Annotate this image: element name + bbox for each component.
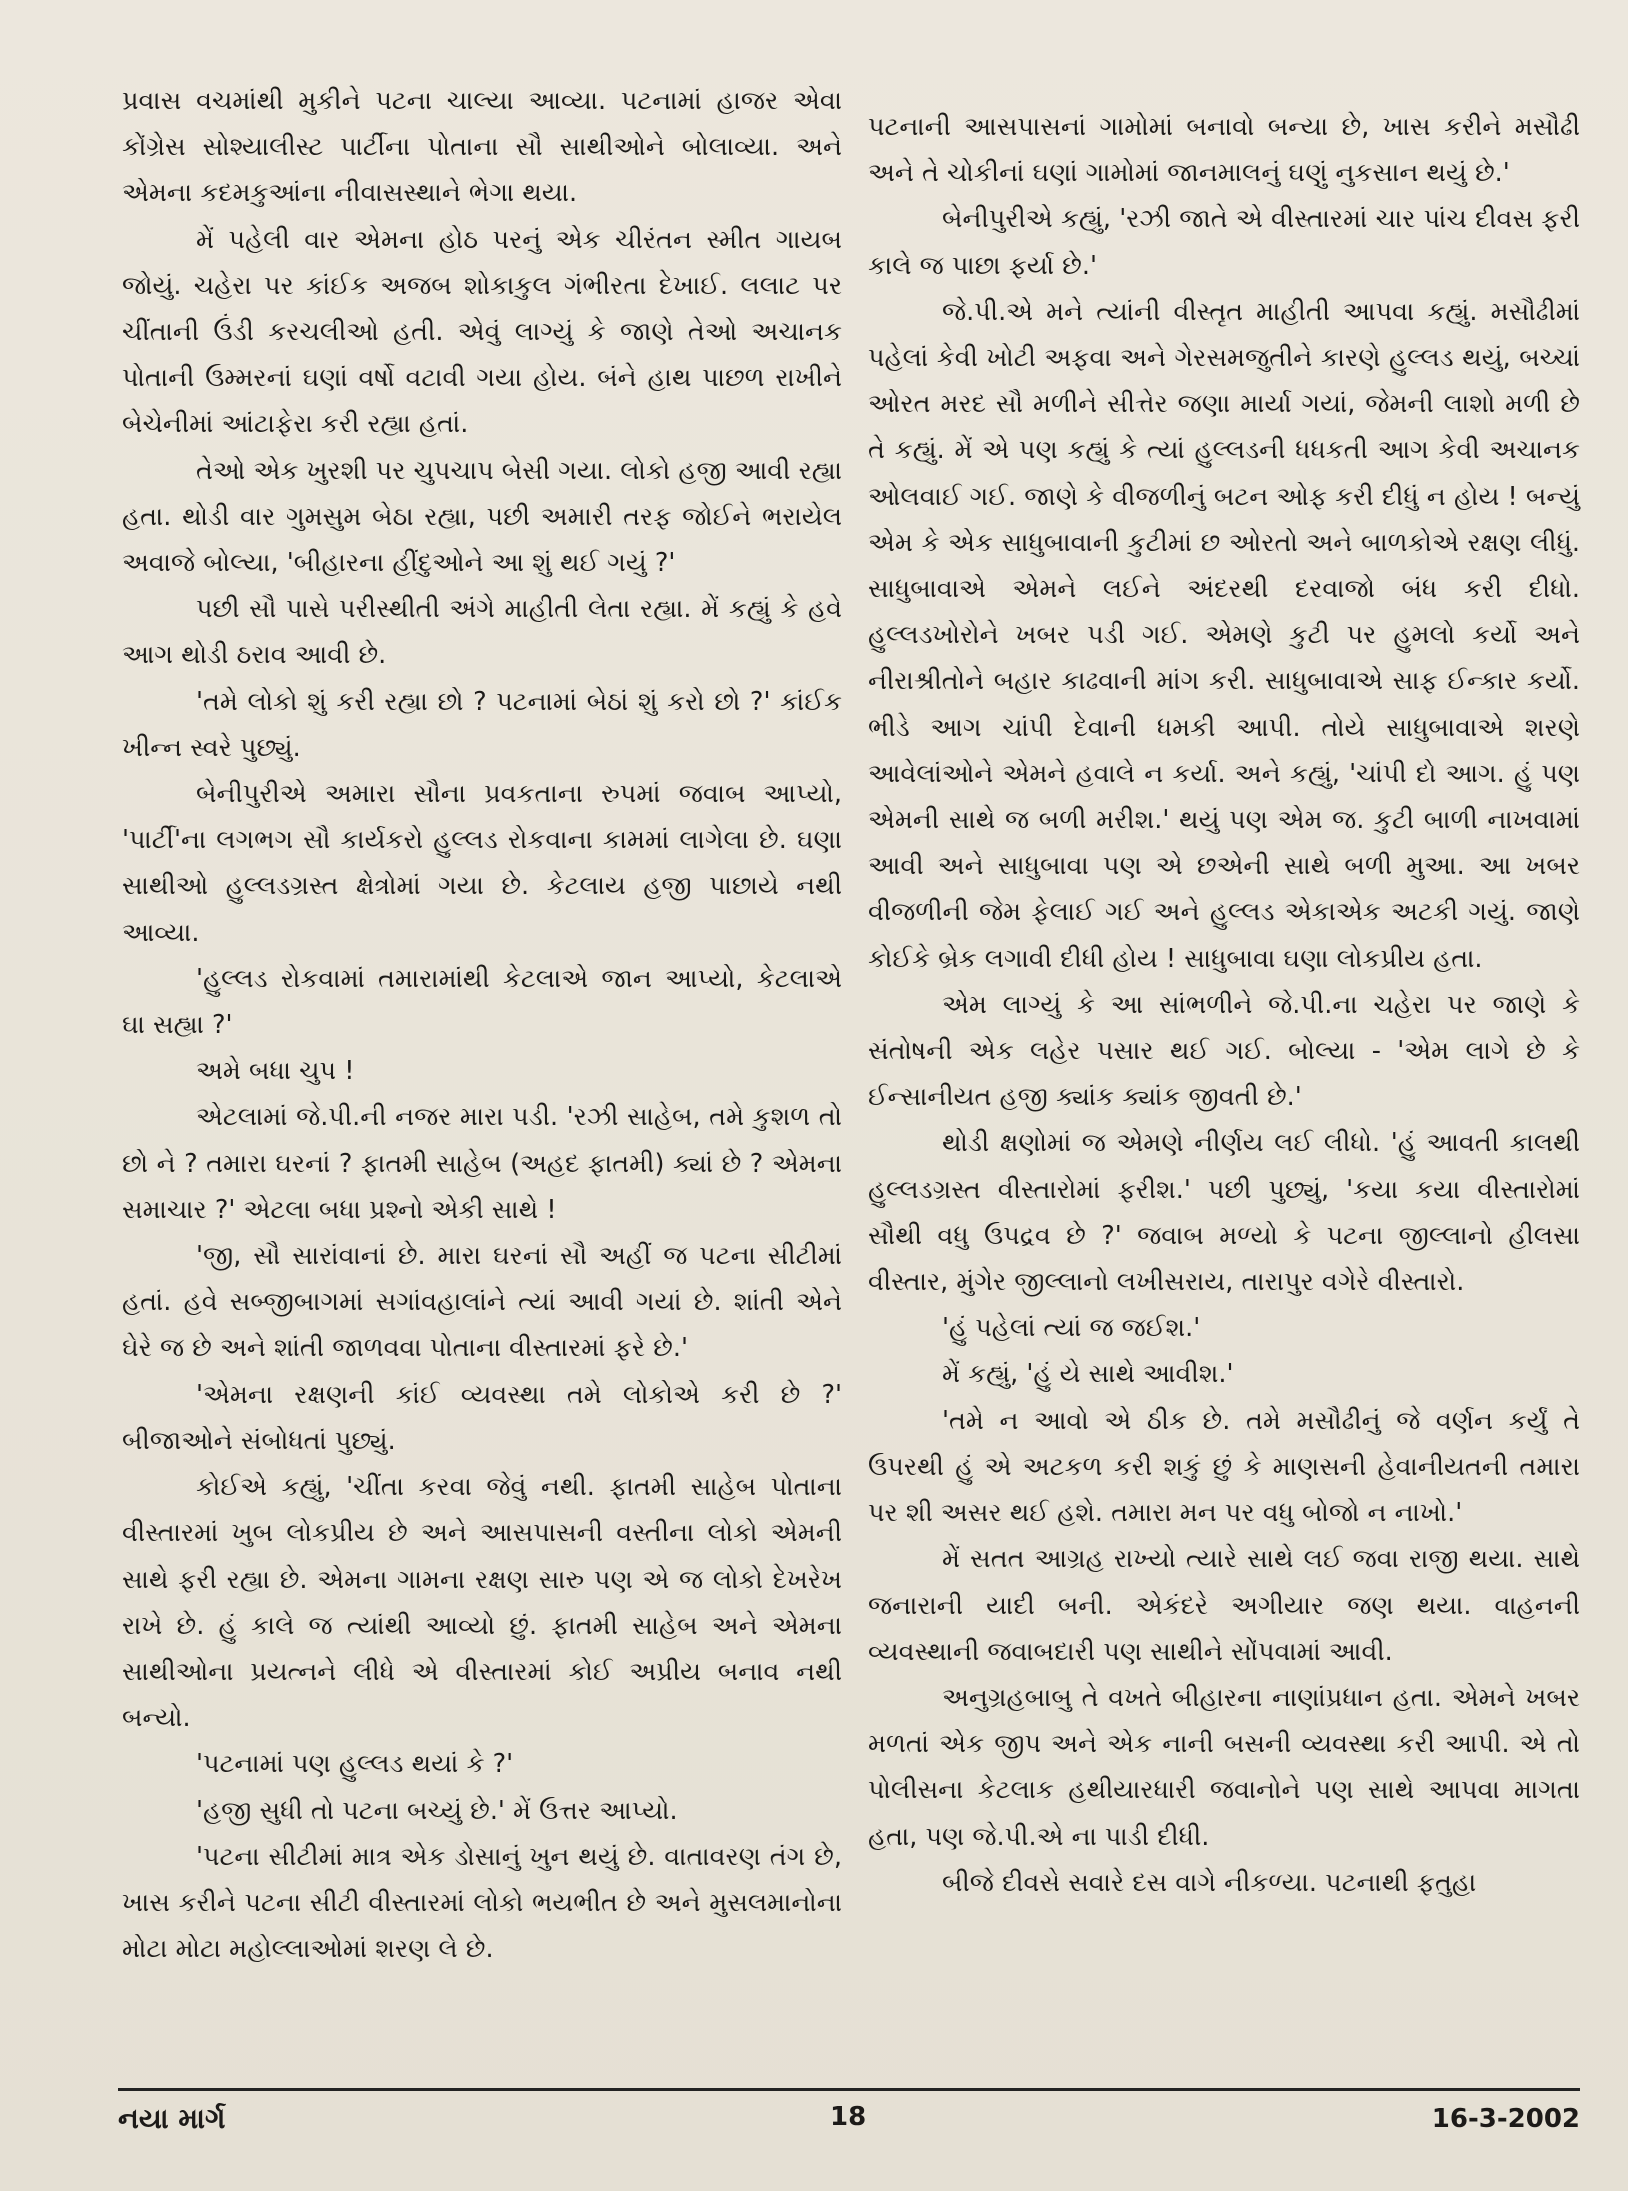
paragraph: મેં કહ્યું, 'હું યે સાથે આવીશ.' [942, 1359, 1234, 1390]
paragraph: 'તમે ન આવો એ ઠીક છે. તમે મસૌઢીનું જે વર્ણન કર્યું તે ઉપરથી હું એ અટકળ કરી શકું છું કે માણસની હેવાનીયતની તમારા પર શી અસર થઈ હશે. તમારા મન પર વધુ બોજો ન નાખો.' [868, 1405, 1580, 1529]
footer-rule [118, 2088, 1580, 2091]
paragraph: કોઈએ કહ્યું, 'ચીંતા કરવા જેવું નથી. ફાતમી સાહેબ પોતાના વીસ્તારમાં ખુબ લોકપ્રીય છે અને આસપાસની વસ્તીના લોકો એમની સાથે ફરી રહ્યા છે. એમના ગામના રક્ષણ સારુ પણ એ જ લોકો દેખરેખ રાખે છે. હું કાલે જ ત્યાંથી આવ્યો છું. ફાતમી સાહેબ અને એમના સાથીઓના પ્રયત્નને લીધે એ વીસ્તારમાં કોઈ અપ્રીય બનાવ નથી બન્યો. [122, 1472, 842, 1734]
page-number: 18 [830, 2102, 867, 2132]
paragraph: બીજે દીવસે સવારે દસ વાગે નીકળ્યા. પટનાથી ફતુહા [942, 1867, 1477, 1898]
paragraph: અમે બધા ચુપ ! [196, 1056, 355, 1087]
left-column [122, 78, 842, 1972]
paragraph: જે.પી.એ મને ત્યાંની વીસ્તૃત માહીતી આપવા કહ્યું. મસૌઢીમાં પહેલાં કેવી ખોટી અફવા અને ગેરસમજુતીને કારણે હુલ્લડ થયું, બચ્ચાં ઓરત મરદ સૌ મળીને સીત્તેર જણા માર્યા ગયાં, જેમની લાશો મળી છે તે કહ્યું. મેં એ પણ કહ્યું કે ત્યાં હુલ્લડની ધધકતી આગ કેવી અચાનક ઓલવાઈ ગઈ. જાણે કે વીજળીનું બટન ઓફ કરી દીધું ન હોય ! બન્યું એમ કે એક સાધુબાવાની કુટીમાં છ ઓરતો અને બાળકોએ રક્ષણ લીધું. સાધુબાવાએ એમને લઈને અંદરથી દરવાજો બંધ કરી દીધો. હુલ્લડખોરોને ખબર પડી ગઈ. એમણે કુટી પર હુમલો કર્યો અને નીરાશ્રીતોને બહાર કાઢવાની માંગ કરી. સાધુબાવાએ સાફ ઈન્કાર કર્યો. ભીડે આગ ચાંપી દેવાની ધમકી આપી. તોયે સાધુબાવાએ શરણે આવેલાંઓને એમને હવાલે ન કર્યા. અને કહ્યું, 'ચાંપી દો આગ. હું પણ એમની સાથે જ બળી મરીશ.' થયું પણ એમ જ. કુટી બાળી નાખવામાં આવી અને સાધુબાવા પણ એ છએની સાથે બળી મુઆ. આ ખબર વીજળીની જેમ ફેલાઈ ગઈ અને હુલ્લડ એકાએક અટકી ગયું. જાણે કોઈકે બ્રેક લગાવી દીધી હોય ! સાધુબાવા ઘણા લોકપ્રીય હતા. [868, 296, 1580, 974]
issue-date: 16-3-2002 [1431, 2104, 1580, 2134]
paragraph: બેનીપુરીએ અમારા સૌના પ્રવકતાના રુપમાં જવાબ આપ્યો, 'પાર્ટી'ના લગભગ સૌ કાર્યકરો હુલ્લડ રોકવાના કામમાં લાગેલા છે. ઘણા સાથીઓ હુલ્લડગ્રસ્ત ક્ષેત્રોમાં ગયા છે. કેટલાય હજી પાછાયે નથી આવ્યા. [122, 779, 842, 948]
paragraph: થોડી ક્ષણોમાં જ એમણે નીર્ણય લઈ લીધો. 'હું આવતી કાલથી હુલ્લડગ્રસ્ત વીસ્તારોમાં ફરીશ.' પછી પુછ્યું, 'કયા કયા વીસ્તારોમાં સૌથી વધુ ઉપદ્રવ છે ?' જવાબ મળ્યો કે પટના જીલ્લાનો હીલસા વીસ્તાર, મુંગેર જીલ્લાનો લખીસરાય, તારાપુર વગેરે વીસ્તારો. [868, 1128, 1580, 1298]
paragraph: મેં પહેલી વાર એમના હોઠ પરનું એક ચીરંતન સ્મીત ગાયબ જોયું. ચહેરા પર કાંઈક અજબ શોકાકુલ ગંભીરતા દેખાઈ. લલાટ પર ચીંતાની ઉંડી કરચલીઓ હતી. એવું લાગ્યું કે જાણે તેઓ અચાનક પોતાની ઉમ્મરનાં ઘણાં વર્ષો વટાવી ગયા હોય. બંને હાથ પાછળ રાખીને બેચેનીમાં આંટાફેરા કરી રહ્યા હતાં. [122, 224, 842, 440]
right-column [868, 104, 1580, 1906]
paragraph: 'પટનામાં પણ હુલ્લડ થયાં કે ?' [196, 1749, 514, 1780]
paragraph: અનુગ્રહબાબુ તે વખતે બીહારના નાણાંપ્રધાન હતા. એમને ખબર મળતાં એક જીપ અને એક નાની બસની વ્યવસ્થા કરી આપી. એ તો પોલીસના કેટલાક હથીયારધારી જવાનોને પણ સાથે આપવા માગતા હતા, પણ જે.પી.એ ના પાડી દીધી. [868, 1682, 1580, 1852]
paragraph: પ્રવાસ વચમાંથી મુકીને પટના ચાલ્યા આવ્યા. પટનામાં હાજર એવા કોંગ્રેસ સોશ્યાલીસ્ટ પાર્ટીના પોતાના સૌ સાથીઓને બોલાવ્યા. અને એમના કદમકુઆંના નીવાસસ્થાને ભેગા થયા. [122, 86, 842, 209]
paragraph: 'જી, સૌ સારાંવાનાં છે. મારા ઘરનાં સૌ અહીં જ પટના સીટીમાં હતાં. હવે સબ્જીબાગમાં સગાંવહાલાંને ત્યાં આવી ગયાં છે. શાંતી એને ઘેરે જ છે અને શાંતી જાળવવા પોતાના વીસ્તારમાં ફરે છે.' [122, 1241, 842, 1364]
paragraph: પછી સૌ પાસે પરીસ્થીતી અંગે માહીતી લેતા રહ્યા. મેં કહ્યું કે હવે આગ થોડી ઠરાવ આવી છે. [122, 594, 842, 671]
paragraph: એમ લાગ્યું કે આ સાંભળીને જે.પી.ના ચહેરા પર જાણે કે સંતોષની એક લહેર પસાર થઈ ગઈ. બોલ્યા - 'એમ લાગે છે કે ઈન્સાનીયત હજી ક્યાંક ક્યાંક જીવતી છે.' [868, 989, 1580, 1113]
paragraph: પટનાની આસપાસનાં ગામોમાં બનાવો બન્યા છે, ખાસ કરીને મસૌઢી અને તે ચોકીનાં ઘણાં ગામોમાં જાનમાલનું ઘણું નુકસાન થયું છે.' [868, 112, 1580, 189]
paragraph: તેઓ એક ખુરશી પર ચુપચાપ બેસી ગયા. લોકો હજી આવી રહ્યા હતા. થોડી વાર ગુમસુમ બેઠા રહ્યા, પછી અમારી તરફ જોઈને ભરાયેલ અવાજે બોલ્યા, 'બીહારના હીંદુઓને આ શું થઈ ગયું ?' [122, 455, 843, 579]
paragraph: 'એમના રક્ષણની કાંઈ વ્યવસ્થા તમે લોકોએ કરી છે ?' બીજાઓને સંબોધતાં પુછ્યું. [122, 1379, 842, 1456]
paragraph: 'પટના સીટીમાં માત્ર એક ડોસાનું ખુન થયું છે. વાતાવરણ તંગ છે, ખાસ કરીને પટના સીટી વીસ્તારમાં લોકો ભયભીત છે અને મુસલમાનોના મોટા મોટા મહોલ્લાઓમાં શરણ લે છે. [122, 1841, 842, 1965]
page-footer [118, 2102, 1580, 2142]
paragraph: બેનીપુરીએ કહ્યું, 'રઝી જાતે એ વીસ્તારમાં ચાર પાંચ દીવસ ફરી કાલે જ પાછા ફર્યા છે.' [868, 204, 1580, 281]
paragraph: એટલામાં જે.પી.ની નજર મારા પડી. 'રઝી સાહેબ, તમે કુશળ તો છો ને ? તમારા ઘરનાં ? ફાતમી સાહેબ (અહદ ફાતમી) ક્યાં છે ? એમના સમાચાર ?' એટલા બધા પ્રશ્નો એકી સાથે ! [122, 1102, 842, 1225]
magazine-name: નયા માર્ગ [118, 2102, 226, 2135]
paragraph: 'હજી સુધી તો પટના બચ્યું છે.' મેં ઉત્તર આપ્યો. [196, 1795, 678, 1826]
paragraph: 'હુલ્લડ રોકવામાં તમારામાંથી કેટલાએ જાન આપ્યો, કેટલાએ ઘા સહ્યા ?' [122, 963, 842, 1041]
paragraph: 'તમે લોકો શું કરી રહ્યા છો ? પટનામાં બેઠાં શું કરો છો ?' કાંઈક ખીન્ન સ્વરે પુછ્યું. [122, 686, 842, 763]
paragraph: મેં સતત આગ્રહ રાખ્યો ત્યારે સાથે લઈ જવા રાજી થયા. સાથે જનારાની યાદી બની. એકંદરે અગીયાર જણ થયા. વાહનની વ્યવસ્થાની જવાબદારી પણ સાથીને સોંપવામાં આવી. [868, 1544, 1580, 1667]
paragraph: 'હું પહેલાં ત્યાં જ જઈશ.' [942, 1313, 1201, 1344]
